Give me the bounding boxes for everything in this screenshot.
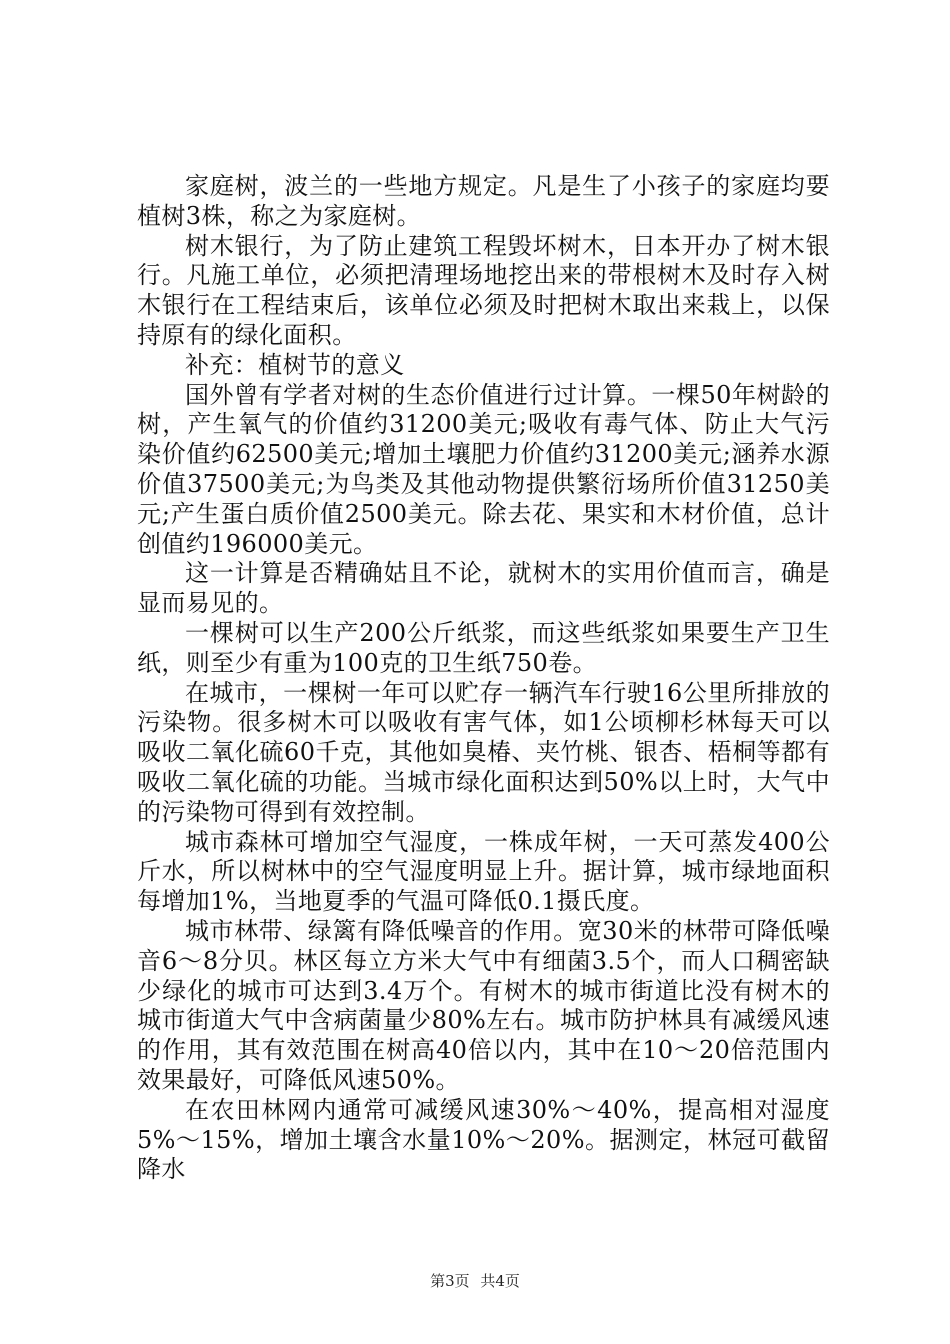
page-footer <box>0 1270 950 1291</box>
page-number: 第3页 <box>430 1272 470 1290</box>
section-heading: 补充：植树节的意义 <box>185 350 405 379</box>
paragraph-practical-value: 这一计算是否精确姑且不论，就树木的实用价值而言，确是显而易见的。 <box>137 559 830 618</box>
page-total: 共4页 <box>480 1272 520 1290</box>
paragraph-tree-bank: 树木银行，为了防止建筑工程毁坏树木，日本开办了树木银行。凡施工单位，必须把清理场地挖出来的带根树木及时存入树木银行在工程结束后，该单位必须及时把树木取出来栽上，以保持原有的绿化面积。 <box>137 231 830 349</box>
paragraph-humidity: 城市森林可增加空气湿度，一株成年树，一天可蒸发400公斤水，所以树林中的空气湿度明显上升。据计算，城市绿地面积每增加1%，当地夏季的气温可降低0.1摄氏度。 <box>137 827 830 916</box>
paragraph-ecological-value: 国外曾有学者对树的生态价值进行过计算。一棵50年树龄的树，产生氧气的价值约31200美元;吸收有毒气体、防止大气污染价值约62500美元;增加土壤肥力价值约31200美元;涵养水源价值37500美元;为鸟类及其他动物提供繁衍场所价值31250美元;产生蛋白质价值2500美元。除去花、果实和木材价值，总计创值约196000美元。 <box>137 380 830 558</box>
paragraph-family-tree: 家庭树，波兰的一些地方规定。凡是生了小孩子的家庭均要植树3株，称之为家庭树。 <box>137 172 830 230</box>
paragraph-farmland: 在农田林网内通常可减缓风速30%～40%，提高相对湿度5%～15%，增加土壤含水量10%～20%。据测定，林冠可截留降水 <box>137 1095 830 1184</box>
document-body <box>137 172 830 1185</box>
paragraph-pollution: 在城市，一棵树一年可以贮存一辆汽车行驶16公里所排放的污染物。很多树木可以吸收有害气体，如1公顷柳杉林每天可以吸收二氧化硫60千克，其他如臭椿、夹竹桃、银杏、梧桐等都有吸收二氧化硫的功能。当城市绿化面积达到50%以上时，大气中的污染物可得到有效控制。 <box>137 678 830 826</box>
paragraph-noise: 城市林带、绿篱有降低噪音的作用。宽30米的林带可降低噪音6～8分贝。林区每立方米大气中有细菌3.5个，而人口稠密缺少绿化的城市可达到3.4万个。有树木的城市街道比没有树木的城市街道大气中含病菌量少80%左右。城市防护林具有减缓风速的作用，其有效范围在树高40倍以内，其中在10～20倍范围内效果最好，可降低风速50%。 <box>137 916 830 1094</box>
paragraph-paper-pulp: 一棵树可以生产200公斤纸浆，而这些纸浆如果要生产卫生纸，则至少有重为100克的卫生纸750卷。 <box>137 618 830 677</box>
